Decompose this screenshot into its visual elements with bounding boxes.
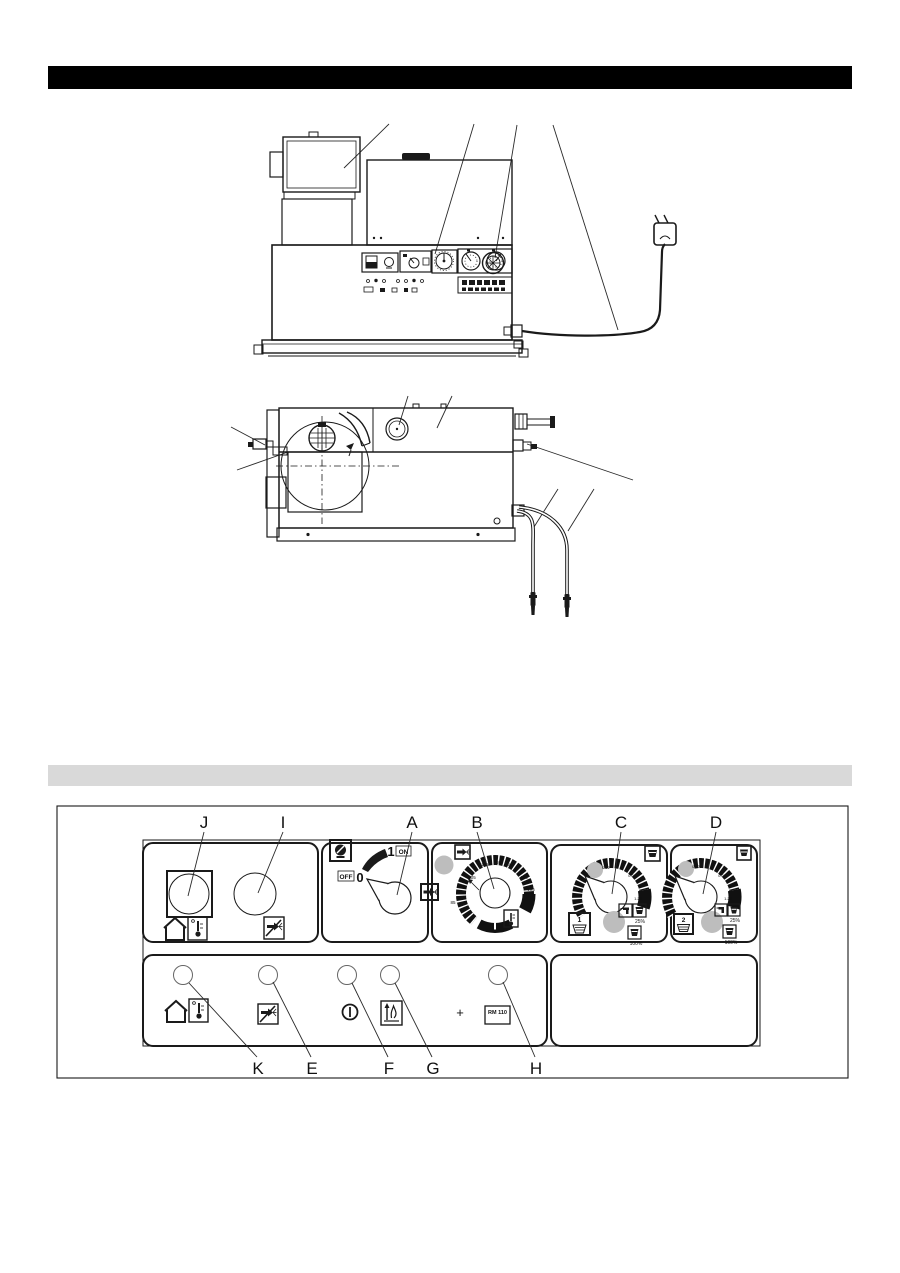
callout-B: B	[471, 813, 483, 832]
callout-C: C	[614, 813, 628, 832]
blower-assembly	[276, 412, 402, 524]
container-icon	[737, 846, 751, 860]
callout-I: I	[280, 813, 286, 832]
container-icon	[645, 846, 660, 861]
dose1-tick-1: 0.25	[628, 873, 636, 878]
dial-pointer-arrow	[470, 881, 479, 890]
spray-icon	[421, 884, 438, 900]
switch-off-word: OFF	[339, 874, 353, 881]
power-icon	[343, 1005, 358, 1020]
button-i	[234, 873, 276, 915]
dose1-pct-low: 25%	[634, 919, 646, 925]
thermometer-icon	[189, 999, 208, 1022]
indicator-lamp-c1	[587, 862, 603, 878]
plus-sign: +	[456, 1005, 464, 1020]
tank2-number: 2	[681, 917, 686, 924]
indicator-lamp-c2	[603, 911, 625, 933]
detergent-tank1-icon	[569, 913, 590, 935]
section-title-bar	[48, 765, 852, 786]
temp-tick-150: 150	[505, 862, 513, 867]
dose2-pct-high: 100%	[724, 940, 738, 946]
callout-letters-bottom	[189, 982, 542, 1078]
right-fittings	[513, 414, 555, 451]
no-spray-icon	[258, 1004, 278, 1024]
power-switch-knob	[338, 844, 411, 914]
burner-icon	[381, 1001, 402, 1025]
dose1-tick-2: 1.25	[634, 896, 642, 901]
callout-J: J	[199, 813, 209, 832]
thermostat-control	[167, 871, 276, 917]
indicator-lamp-d2	[701, 911, 723, 933]
indicator-lamp-k	[174, 966, 193, 985]
thermometer-icon	[188, 917, 207, 940]
callout-A: A	[406, 813, 418, 832]
indicator-lamp-g	[381, 966, 400, 985]
switch-off-digit: 0	[356, 870, 364, 885]
callout-G: G	[426, 1059, 440, 1078]
spray-icon	[455, 845, 470, 859]
temp-tick-85: 85	[450, 900, 456, 905]
hose-nozzle	[563, 594, 571, 617]
panel-section-blank	[551, 955, 757, 1046]
tank1-number: 1	[577, 917, 582, 924]
rm110-label: RM 110	[488, 1010, 507, 1016]
chapter-header-bar	[48, 66, 852, 89]
temp-tick-105: 105	[468, 875, 476, 880]
machine-control-panel	[362, 249, 512, 293]
rear-body	[267, 404, 515, 541]
dose1-tick-0: 0.12	[602, 865, 610, 870]
rotate-arrow	[362, 849, 388, 872]
dose2-tick-2: 1.25	[724, 896, 732, 901]
callout-lines-figure2	[231, 396, 633, 531]
mini-indicator-icons	[364, 279, 424, 292]
container-icon	[628, 926, 641, 939]
hose-nozzle	[529, 592, 537, 615]
filler-cap	[386, 418, 408, 440]
house-icon	[164, 918, 186, 940]
container-icon	[723, 925, 736, 938]
dose2-tick-1: 0.25	[718, 873, 726, 878]
temp-tick-125: 125	[481, 862, 489, 867]
figure-control-panel	[57, 806, 848, 1078]
callout-F: F	[383, 1059, 395, 1078]
power-cable	[504, 244, 665, 337]
temp-tick-170: 170	[520, 875, 528, 880]
callout-K: K	[252, 1059, 264, 1078]
callout-H: H	[529, 1059, 543, 1078]
callout-E: E	[306, 1059, 318, 1078]
dose2-pct-low: 25%	[729, 918, 741, 924]
rm110-box	[485, 1006, 510, 1024]
dosing-dial-2	[667, 846, 751, 946]
temp-tick-195: 195	[527, 887, 535, 892]
dose2-tick-0: 0.12	[692, 864, 700, 869]
inner-tank	[288, 452, 362, 512]
indicator-lamp-h	[489, 966, 508, 985]
temp-tick-140: 140	[493, 860, 501, 865]
dosing-dial-1	[569, 846, 660, 947]
callout-lines-figure1	[344, 124, 618, 330]
power-plug	[654, 215, 676, 245]
rear-tank	[367, 153, 512, 245]
detergent-tank2-icon	[674, 914, 693, 934]
indicator-lamp-f	[338, 966, 357, 985]
outlet-hoses	[512, 505, 571, 617]
figure-machine-rear-view	[231, 396, 633, 617]
indicator-lamp-b	[435, 856, 454, 875]
hood-box	[270, 132, 360, 245]
nameplate	[458, 277, 512, 293]
rotary-cap	[483, 253, 504, 274]
temperature-knob	[480, 878, 510, 908]
dose1-pct-high: 100%	[629, 941, 643, 947]
switch-on-word: ON	[398, 849, 409, 856]
figure-machine-side-view	[254, 124, 676, 357]
switch-on-digit: 1	[387, 844, 395, 859]
house-icon	[165, 1001, 187, 1022]
indicator-lamp-e	[259, 966, 278, 985]
indicator-lamps-row	[165, 966, 510, 1026]
callout-D: D	[709, 813, 723, 832]
no-spray-icon	[264, 917, 284, 939]
